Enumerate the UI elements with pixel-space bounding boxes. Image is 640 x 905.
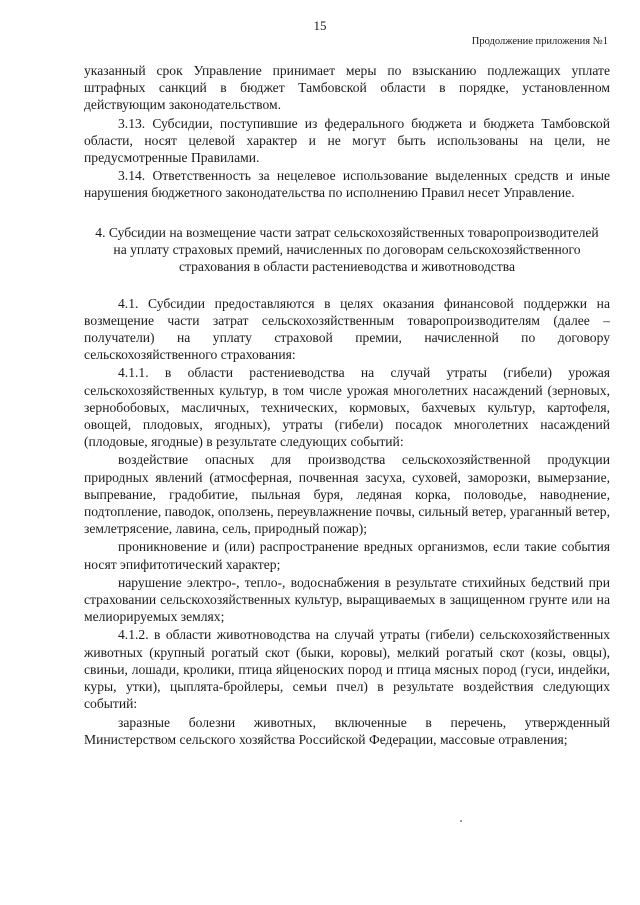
scan-speck bbox=[460, 820, 462, 822]
paragraph-3-12-end: указанный срок Управление принимает меры по взысканию подлежащих уплате штрафных санкций в бюджет Тамбовской области в порядке, установленном действующим законодательством. bbox=[84, 63, 610, 113]
paragraph-natural-phenomena: воздействие опасных для производства сельскохозяйственной продукции природных явлений (атмосферная, почвенная засуха, суховей, заморозки, вымерзание, выпревание, градобитие, пыльная буря, ледяная корка, половодье, наводнение, подтопление, паводок, оползень, переувлажнение почвы, сильный ветер, ураганный ветер, землетрясение, лавина, сель, природный пожар); bbox=[84, 452, 610, 537]
paragraph-4-1: 4.1. Субсидии предоставляются в целях оказания финансовой поддержки на возмещение части затрат сельскохозяйственным товаропроизводителям (далее – получатели) на уплату страховой премии, начисленной по договору сельскохозяйственного страхования: bbox=[84, 295, 610, 363]
paragraph-3-13: 3.13. Субсидии, поступившие из федерального бюджета и бюджета Тамбовской области, носят целевой характер и не могут быть использованы на цели, не предусмотренные Правилами. bbox=[84, 115, 610, 166]
page-number: 15 bbox=[313, 18, 327, 33]
paragraph-animal-diseases: заразные болезни животных, включенные в перечень, утвержденный Министерством сельского хозяйства Российской Федерации, массовые отравления; bbox=[84, 714, 610, 747]
paragraph-harmful-organisms: проникновение и (или) распространение вредных организмов, если такие события носят эпифитотический характер; bbox=[84, 539, 610, 572]
paragraph-4-1-1: 4.1.1. в области растениеводства на случай утраты (гибели) урожая сельскохозяйственных культур, в том числе урожая многолетних насаждений (зерновых, зернобобовых, масличных, технических, кормовых, бахчевых культур, картофеля, овощей, плодовых, ягодных), утраты (гибели) посадок многолетних насаждений (плодовые, ягодные) в результате следующих событий: bbox=[84, 365, 610, 450]
paragraph-4-1-2: 4.1.2. в области животноводства на случай утраты (гибели) сельскохозяйственных животных (крупный рогатый скот (быки, коровы), мелкий рогатый скот (козы, овцы), свиньи, лошади, кролики, птица яйценоских пород и птица мясных пород (гуси, индейки, куры, утки), цыплята-бройлеры, семьи пчел) в результате воздействия следующих событий: bbox=[84, 627, 610, 712]
document-body bbox=[84, 62, 610, 748]
paragraph-utility-disruption: нарушение электро-, тепло-, водоснабжения в результате стихийных бедствий при страховании сельскохозяйственных культур, выращиваемых в защищенном грунте или на мелиорируемых землях; bbox=[84, 574, 610, 625]
appendix-continuation-note: Продолжение приложения №1 bbox=[471, 36, 608, 47]
section-4-heading: 4. Субсидии на возмещение части затрат сельскохозяйственных товаропроизводителей на уплату страховых премий, начисленных по договорам сельскохозяйственного страхования в области растениеводства и животноводства bbox=[95, 224, 599, 274]
paragraph-3-14: 3.14. Ответственность за нецелевое использование выделенных средств и иные нарушения бюджетного законодательства по исполнению Правил несет Управление. bbox=[84, 168, 610, 201]
